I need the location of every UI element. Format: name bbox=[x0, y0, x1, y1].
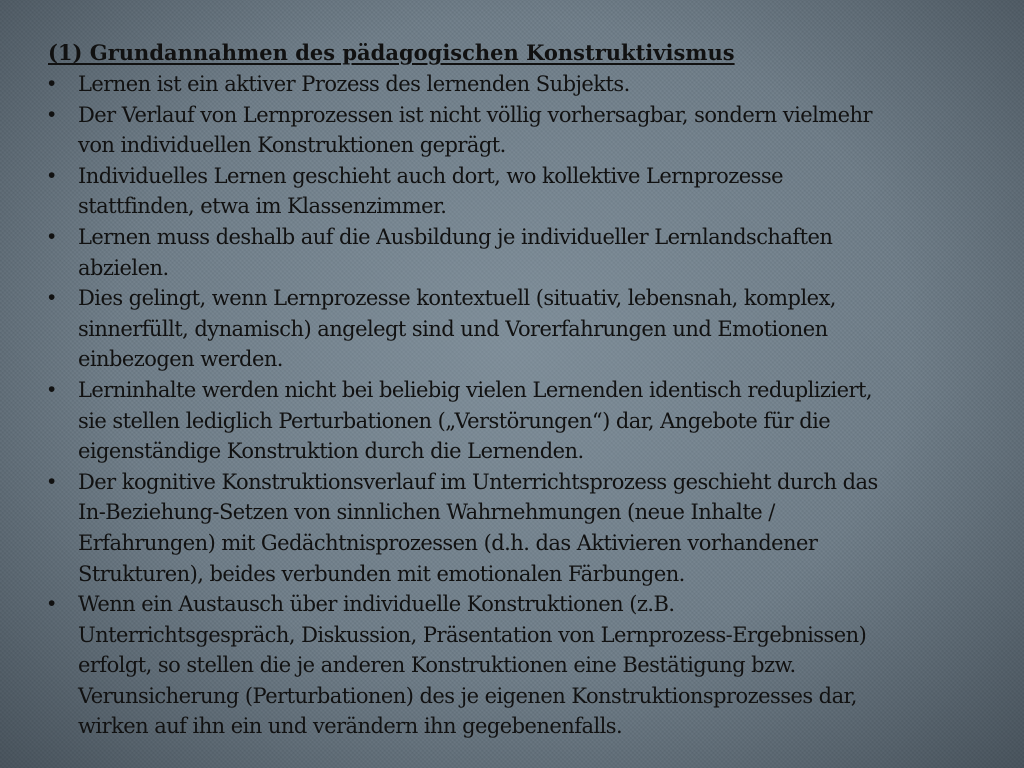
bullet-text-line: erfolgt, so stellen die je anderen Konstruktionen eine Bestätigung bzw. bbox=[78, 653, 796, 678]
bullet-text-line: sie stellen lediglich Perturbationen („Verstörungen“) dar, Angebote für die bbox=[78, 408, 831, 433]
bullet-dot-icon: • bbox=[48, 377, 55, 401]
bullet-list bbox=[48, 69, 978, 742]
bullet-item bbox=[48, 375, 978, 467]
bullet-text-line: Individuelles Lernen geschieht auch dort, wo kollektive Lernprozesse bbox=[78, 163, 783, 188]
bullet-dot-icon: • bbox=[48, 224, 55, 248]
slide-heading: (1) Grundannahmen des pädagogischen Konstruktivismus bbox=[48, 40, 735, 65]
bullet-item bbox=[48, 467, 978, 589]
bullet-dot-icon: • bbox=[48, 592, 55, 616]
bullet-text-line: Unterrichtsgespräch, Diskussion, Präsentation von Lernprozess-Ergebnissen) bbox=[78, 622, 867, 647]
bullet-text-line: stattfinden, etwa im Klassenzimmer. bbox=[78, 194, 447, 219]
bullet-text-line: Verunsicherung (Perturbationen) des je eigenen Konstruktionsprozesses dar, bbox=[78, 683, 857, 708]
bullet-text-line: wirken auf ihn ein und verändern ihn gegebenenfalls. bbox=[78, 714, 623, 739]
bullet-text-line: Strukturen), beides verbunden mit emotionalen Färbungen. bbox=[78, 561, 685, 586]
bullet-dot-icon: • bbox=[48, 163, 55, 187]
bullet-text-line: eigenständige Konstruktion durch die Lernenden. bbox=[78, 439, 584, 464]
bullet-text-line: einbezogen werden. bbox=[78, 347, 283, 372]
bullet-text-line: abzielen. bbox=[78, 255, 169, 280]
bullet-item bbox=[48, 69, 978, 100]
slide-content bbox=[30, 30, 994, 742]
bullet-item bbox=[48, 222, 978, 283]
bullet-item bbox=[48, 161, 978, 222]
bullet-text-line: Erfahrungen) mit Gedächtnisprozessen (d.h. das Aktivieren vorhandener bbox=[78, 530, 818, 555]
bullet-dot-icon: • bbox=[48, 102, 55, 126]
bullet-item bbox=[48, 100, 978, 161]
bullet-text-line: Dies gelingt, wenn Lernprozesse kontextuell (situativ, lebensnah, komplex, bbox=[78, 286, 836, 311]
bullet-text-line: In-Beziehung-Setzen von sinnlichen Wahrnehmungen (neue Inhalte / bbox=[78, 500, 775, 525]
bullet-text-line: sinnerfüllt, dynamisch) angelegt sind und Vorerfahrungen und Emotionen bbox=[78, 316, 828, 341]
bullet-text-line: Lernen muss deshalb auf die Ausbildung je individueller Lernlandschaften bbox=[78, 224, 833, 249]
bullet-text-line: Wenn ein Austausch über individuelle Konstruktionen (z.B. bbox=[78, 592, 675, 617]
bullet-text-line: Der kognitive Konstruktionsverlauf im Unterrichtsprozess geschieht durch das bbox=[78, 469, 878, 494]
bullet-item bbox=[48, 589, 978, 742]
bullet-text-line: Der Verlauf von Lernprozessen ist nicht völlig vorhersagbar, sondern vielmehr bbox=[78, 102, 873, 127]
bullet-dot-icon: • bbox=[48, 469, 55, 493]
bullet-dot-icon: • bbox=[48, 286, 55, 310]
bullet-item bbox=[48, 283, 978, 375]
bullet-dot-icon: • bbox=[48, 72, 55, 95]
bullet-text-line: Lernen ist ein aktiver Prozess des lernenden Subjekts. bbox=[78, 72, 630, 96]
bullet-text-line: Lerninhalte werden nicht bei beliebig vielen Lernenden identisch redupliziert, bbox=[78, 377, 872, 402]
bullet-text-line: von individuellen Konstruktionen geprägt. bbox=[78, 133, 506, 158]
